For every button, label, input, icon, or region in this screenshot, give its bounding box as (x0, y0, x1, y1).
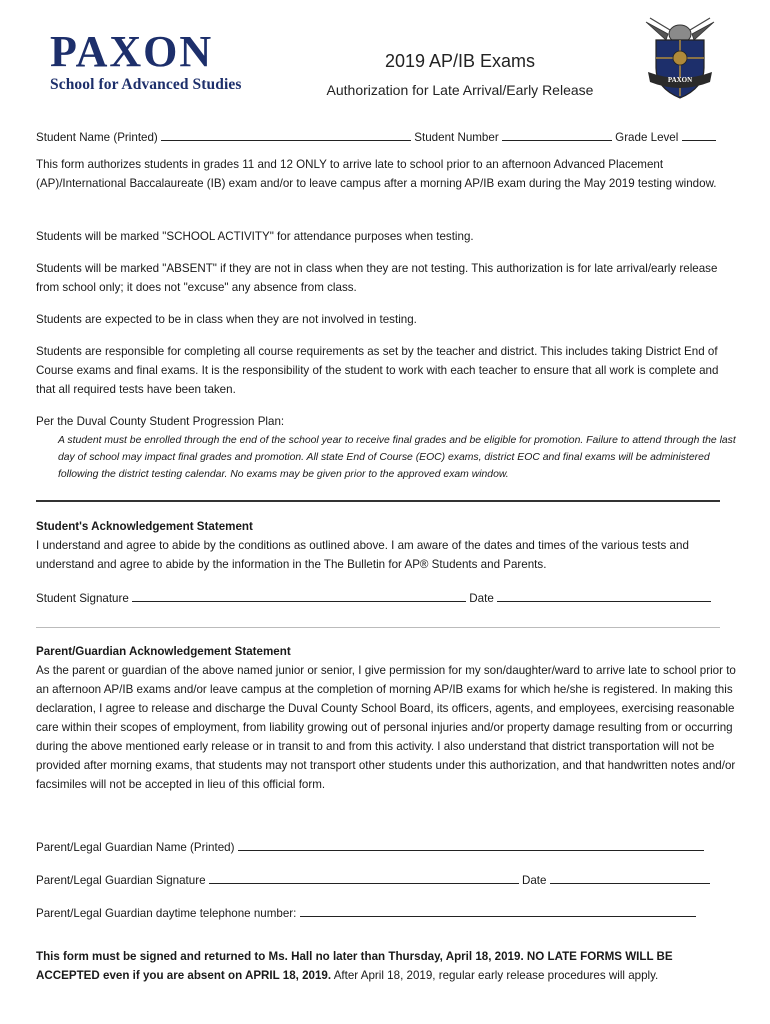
parent-phone-label: Parent/Legal Guardian daytime telephone number: (36, 907, 297, 920)
student-name-field[interactable] (161, 129, 411, 141)
school-logo (50, 27, 260, 94)
paragraph-authorization: This form authorizes students in grades 11 and 12 ONLY to arrive late to school prior to an afternoon Advanced Placement (AP)/International Baccalaureate (IB) exam and/or to leave campus after a morning AP/IB exam during the May 2019 testing window. (36, 158, 717, 190)
student-signature-label: Student Signature (36, 592, 129, 605)
logo-name: PAXON (50, 27, 214, 76)
section-divider-light (36, 627, 720, 628)
progression-plan-quote: A student must be enrolled through the end of the school year to receive final grades and be eligible for promotion. Failure to attend through the last day of school may impact final grades and promotion. All state End of Course (EOC) exams, district EOC and final exams will be administered following the district testing calendar. No exams may be given prior to the approved exam window. (58, 435, 736, 480)
parent-phone-field[interactable] (300, 905, 696, 917)
student-signature-field[interactable] (132, 590, 466, 602)
paragraph-responsibilities: Students are responsible for completing all course requirements as set by the teacher and district. This includes taking District End of Course exams and final exams. It is the responsibility of the student to work with each teacher to ensure that all work is complete and that all required tests have been taken. (36, 345, 719, 396)
header-titles (290, 50, 630, 99)
parent-ack-heading: Parent/Guardian Acknowledgement Statement (36, 645, 291, 658)
parent-signature-label: Parent/Legal Guardian Signature (36, 874, 206, 887)
grade-level-field[interactable] (682, 129, 716, 141)
parent-ack-text: As the parent or guardian of the above named junior or senior, I give permission for my son/daughter/ward to arrive late to school prior to an afternoon AP/IB exams and/or leave campus at the completion of morning AP/IB exams for which he/she is registered. In making this declaration, I agree to release and discharge the Duval County School Board, its officers, agents, and employees, exercising reasonable care within their scopes of employment, from liability growing out of personal injuries and/or property damage resulting from or occurring during the above mentioned early release or in transit to and from this activity. I also understand that district transportation will not be provided after morning exams, that students may not transport other students under this authorization, and that handwritten notes and/or facsimiles will not be accepted in lieu of this official form. (36, 664, 736, 791)
paragraph-school-activity: Students will be marked "SCHOOL ACTIVITY" for attendance purposes when testing. (36, 230, 474, 243)
page-subtitle: Authorization for Late Arrival/Early Release (326, 82, 594, 98)
after-deadline-note: After April 18, 2019, regular early release procedures will apply. (333, 969, 659, 982)
parent-phone-line (36, 904, 736, 923)
student-number-field[interactable] (502, 129, 612, 141)
student-number-label: Student Number (414, 131, 499, 144)
school-crest-icon (642, 12, 718, 102)
progression-plan-intro: Per the Duval County Student Progression Plan: (36, 415, 285, 428)
submission-notice (36, 947, 736, 985)
student-date-label: Date (469, 592, 494, 605)
student-ack-heading: Student's Acknowledgement Statement (36, 520, 253, 533)
parent-name-line (36, 838, 736, 857)
section-divider (36, 500, 720, 502)
student-info-line (36, 128, 736, 147)
grade-level-label: Grade Level (615, 131, 679, 144)
student-ack-text: I understand and agree to abide by the conditions as outlined above. I am aware of the dates and times of the various tests and understand and agree to abide by the information in the The Bulletin for AP® Students and Parents. (36, 539, 689, 571)
logo-subtitle: School for Advanced Studies (50, 76, 242, 93)
paragraph-absent: Students will be marked "ABSENT" if they are not in class when they are not testing. This authorization is for late arrival/early release from school only; it does not "excuse" any absence from class. (36, 262, 718, 294)
submission-deadline: This form must be signed and returned to Ms. Hall no later than Thursday, April 18, 2019. NO LATE FORMS WILL BE ACCEPTED even if you are absent on APRIL 18, 2019. (36, 950, 673, 982)
crest-banner-text: PAXON (667, 76, 693, 84)
parent-date-label: Date (521, 874, 547, 887)
student-name-label: Student Name (Printed) (36, 131, 158, 144)
page-title: 2019 AP/IB Exams (384, 51, 536, 71)
parent-name-field[interactable] (238, 839, 704, 851)
parent-signature-field[interactable] (209, 872, 519, 884)
parent-name-label: Parent/Legal Guardian Name (Printed) (36, 841, 235, 854)
student-date-field[interactable] (497, 590, 711, 602)
student-signature-line (36, 589, 736, 608)
parent-signature-line (36, 871, 736, 890)
paragraph-expected: Students are expected to be in class when they are not involved in testing. (36, 313, 417, 326)
parent-date-field[interactable] (550, 872, 710, 884)
